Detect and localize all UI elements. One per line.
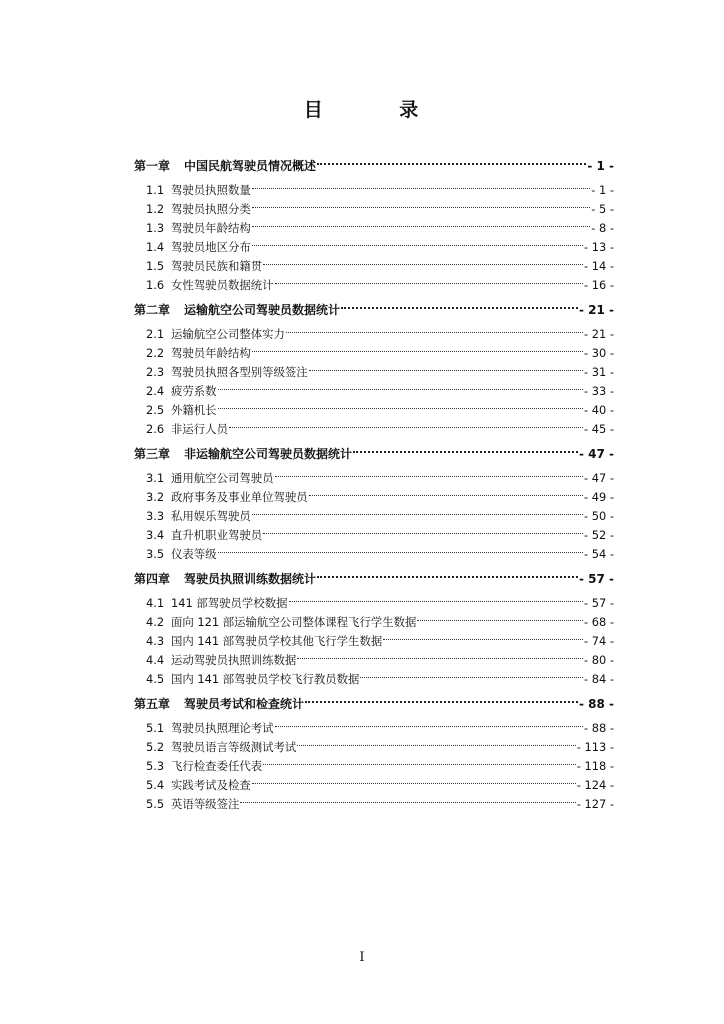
- section-number: 2.2: [146, 346, 165, 360]
- toc-section-entry[interactable]: [134, 732, 614, 754]
- toc-section-entry[interactable]: [134, 751, 614, 773]
- toc-section-entry[interactable]: [134, 520, 614, 542]
- toc-section-entry[interactable]: [134, 194, 614, 216]
- dot-leader: [341, 294, 578, 314]
- section-page-number: - 14 -: [584, 259, 614, 273]
- chapter-page-number: - 88 -: [578, 697, 614, 711]
- dot-leader: [263, 520, 583, 539]
- section-title: 实践考试及检查: [171, 778, 251, 792]
- chapter-number: 第二章: [134, 303, 171, 317]
- toc-section-entry[interactable]: [134, 395, 614, 417]
- section-page-number: - 21 -: [584, 327, 614, 341]
- section-number: 2.4: [146, 384, 165, 398]
- toc-section-entry[interactable]: [134, 664, 614, 686]
- section-title: 面向 121 部运输航空公司整体课程飞行学生数据: [171, 615, 417, 629]
- section-title: 驾驶员地区分布: [171, 240, 251, 254]
- toc-section-entry[interactable]: [134, 789, 614, 811]
- dot-leader: [263, 751, 576, 770]
- section-title: 私用娱乐驾驶员: [171, 509, 251, 523]
- dot-leader: [218, 376, 583, 395]
- dot-leader: [309, 482, 583, 501]
- section-page-number: - 124 -: [576, 778, 614, 792]
- section-title: 驾驶员民族和籍贯: [171, 259, 263, 273]
- dot-leader: [317, 563, 578, 583]
- dot-leader: [353, 438, 578, 458]
- section-title: 驾驶员执照各型别等级签注: [171, 365, 308, 379]
- toc-section-entry[interactable]: [134, 357, 614, 379]
- section-page-number: - 47 -: [584, 471, 614, 485]
- toc-title: 目 录: [303, 99, 421, 121]
- toc-section-entry[interactable]: [134, 213, 614, 235]
- dot-leader: [252, 175, 591, 194]
- toc-section-entry[interactable]: [134, 338, 614, 360]
- toc-chapter-entry[interactable]: [134, 294, 614, 317]
- section-title: 运动驾驶员执照训练数据: [171, 653, 297, 667]
- section-number: 1.1: [146, 183, 165, 197]
- dot-leader: [240, 789, 575, 808]
- dot-leader: [218, 539, 583, 558]
- toc-section-entry[interactable]: [134, 319, 614, 341]
- section-title: 驾驶员语言等级测试考试: [171, 740, 297, 754]
- section-page-number: - 127 -: [576, 797, 614, 811]
- dot-leader: [263, 251, 583, 270]
- toc-section-entry[interactable]: [134, 607, 614, 629]
- chapter-number: 第五章: [134, 697, 171, 711]
- section-page-number: - 54 -: [584, 547, 614, 561]
- section-page-number: - 16 -: [584, 278, 614, 292]
- toc-section-entry[interactable]: [134, 251, 614, 273]
- section-page-number: - 57 -: [584, 596, 614, 610]
- section-page-number: - 31 -: [584, 365, 614, 379]
- toc-chapter-entry[interactable]: [134, 688, 614, 711]
- section-number: 3.1: [146, 471, 165, 485]
- section-title: 驾驶员执照理论考试: [171, 721, 274, 735]
- section-number: 2.3: [146, 365, 165, 379]
- dot-leader: [286, 319, 583, 338]
- section-number: 4.5: [146, 672, 165, 686]
- section-page-number: - 84 -: [584, 672, 614, 686]
- table-of-contents: [134, 150, 614, 811]
- section-number: 1.3: [146, 221, 165, 235]
- toc-chapter-entry[interactable]: [134, 438, 614, 461]
- section-number: 5.1: [146, 721, 165, 735]
- dot-leader: [309, 357, 583, 376]
- section-title: 疲劳系数: [171, 384, 217, 398]
- toc-section-entry[interactable]: [134, 588, 614, 610]
- section-title: 外籍机长: [171, 403, 217, 417]
- dot-leader: [383, 626, 583, 645]
- toc-section-entry[interactable]: [134, 770, 614, 792]
- section-page-number: - 45 -: [584, 422, 614, 436]
- section-number: 2.5: [146, 403, 165, 417]
- dot-leader: [275, 270, 584, 289]
- dot-leader: [252, 501, 583, 520]
- chapter-title: 中国民航驾驶员情况概述: [184, 159, 317, 173]
- section-page-number: - 50 -: [584, 509, 614, 523]
- section-page-number: - 88 -: [584, 721, 614, 735]
- toc-section-entry[interactable]: [134, 501, 614, 523]
- section-page-number: - 118 -: [576, 759, 614, 773]
- chapter-title: 非运输航空公司驾驶员数据统计: [184, 447, 353, 461]
- chapter-page-number: - 57 -: [578, 572, 614, 586]
- page-number: I: [359, 950, 365, 965]
- section-page-number: - 1 -: [591, 183, 614, 197]
- chapter-number: 第一章: [134, 159, 171, 173]
- section-title: 政府事务及事业单位驾驶员: [171, 490, 308, 504]
- section-title: 运输航空公司整体实力: [171, 327, 285, 341]
- section-title: 飞行检查委任代表: [171, 759, 263, 773]
- section-number: 5.5: [146, 797, 165, 811]
- section-number: 5.3: [146, 759, 165, 773]
- dot-leader: [360, 664, 583, 683]
- dot-leader: [252, 194, 591, 213]
- dot-leader: [289, 588, 584, 607]
- chapter-page-number: - 47 -: [578, 447, 614, 461]
- section-number: 5.4: [146, 778, 165, 792]
- section-page-number: - 13 -: [584, 240, 614, 254]
- dot-leader: [317, 150, 586, 170]
- chapter-title: 驾驶员执照训练数据统计: [184, 572, 317, 586]
- dot-leader: [252, 232, 583, 251]
- section-title: 驾驶员执照分类: [171, 202, 251, 216]
- toc-section-entry[interactable]: [134, 414, 614, 436]
- section-number: 4.3: [146, 634, 165, 648]
- section-number: 1.5: [146, 259, 165, 273]
- toc-section-entry[interactable]: [134, 232, 614, 254]
- section-number: 2.6: [146, 422, 165, 436]
- toc-section-entry[interactable]: [134, 175, 614, 197]
- section-title: 国内 141 部驾驶员学校飞行教员数据: [171, 672, 360, 686]
- section-number: 1.6: [146, 278, 165, 292]
- toc-chapter-entry[interactable]: [134, 563, 614, 586]
- toc-section-entry[interactable]: [134, 713, 614, 735]
- toc-chapter-entry[interactable]: [134, 150, 614, 173]
- section-title: 141 部驾驶员学校数据: [171, 596, 288, 610]
- dot-leader: [252, 770, 576, 789]
- section-page-number: - 74 -: [584, 634, 614, 648]
- dot-leader: [252, 338, 583, 357]
- section-number: 4.4: [146, 653, 165, 667]
- section-page-number: - 8 -: [591, 221, 614, 235]
- chapter-page-number: - 21 -: [578, 303, 614, 317]
- section-title: 驾驶员年龄结构: [171, 221, 251, 235]
- section-title: 非运行人员: [171, 422, 228, 436]
- dot-leader: [229, 414, 583, 433]
- dot-leader: [218, 395, 583, 414]
- section-number: 5.2: [146, 740, 165, 754]
- chapter-page-number: - 1 -: [587, 159, 614, 173]
- section-number: 2.1: [146, 327, 165, 341]
- section-page-number: - 52 -: [584, 528, 614, 542]
- section-page-number: - 49 -: [584, 490, 614, 504]
- section-page-number: - 80 -: [584, 653, 614, 667]
- section-number: 4.1: [146, 596, 165, 610]
- toc-section-entry[interactable]: [134, 539, 614, 561]
- section-page-number: - 30 -: [584, 346, 614, 360]
- dot-leader: [305, 688, 578, 708]
- section-title: 驾驶员执照数量: [171, 183, 251, 197]
- section-title: 通用航空公司驾驶员: [171, 471, 274, 485]
- section-number: 3.5: [146, 547, 165, 561]
- section-number: 3.3: [146, 509, 165, 523]
- dot-leader: [297, 645, 583, 664]
- chapter-title: 驾驶员考试和检查统计: [184, 697, 305, 711]
- section-number: 3.2: [146, 490, 165, 504]
- section-title: 女性驾驶员数据统计: [171, 278, 274, 292]
- section-number: 1.4: [146, 240, 165, 254]
- section-number: 4.2: [146, 615, 165, 629]
- toc-section-entry[interactable]: [134, 270, 614, 292]
- dot-leader: [252, 213, 591, 232]
- section-number: 3.4: [146, 528, 165, 542]
- chapter-number: 第三章: [134, 447, 171, 461]
- chapter-title: 运输航空公司驾驶员数据统计: [184, 303, 341, 317]
- section-title: 英语等级签注: [171, 797, 240, 811]
- chapter-number: 第四章: [134, 572, 171, 586]
- section-page-number: - 113 -: [576, 740, 614, 754]
- toc-section-entry[interactable]: [134, 645, 614, 667]
- section-page-number: - 5 -: [591, 202, 614, 216]
- toc-section-entry[interactable]: [134, 376, 614, 398]
- dot-leader: [275, 463, 584, 482]
- section-title: 直升机职业驾驶员: [171, 528, 263, 542]
- toc-section-entry[interactable]: [134, 626, 614, 648]
- section-title: 驾驶员年龄结构: [171, 346, 251, 360]
- toc-section-entry[interactable]: [134, 482, 614, 504]
- section-page-number: - 40 -: [584, 403, 614, 417]
- section-page-number: - 68 -: [584, 615, 614, 629]
- section-title: 仪表等级: [171, 547, 217, 561]
- dot-leader: [275, 713, 584, 732]
- section-title: 国内 141 部驾驶员学校其他飞行学生数据: [171, 634, 383, 648]
- dot-leader: [297, 732, 575, 751]
- dot-leader: [417, 607, 583, 626]
- toc-section-entry[interactable]: [134, 463, 614, 485]
- section-page-number: - 33 -: [584, 384, 614, 398]
- section-number: 1.2: [146, 202, 165, 216]
